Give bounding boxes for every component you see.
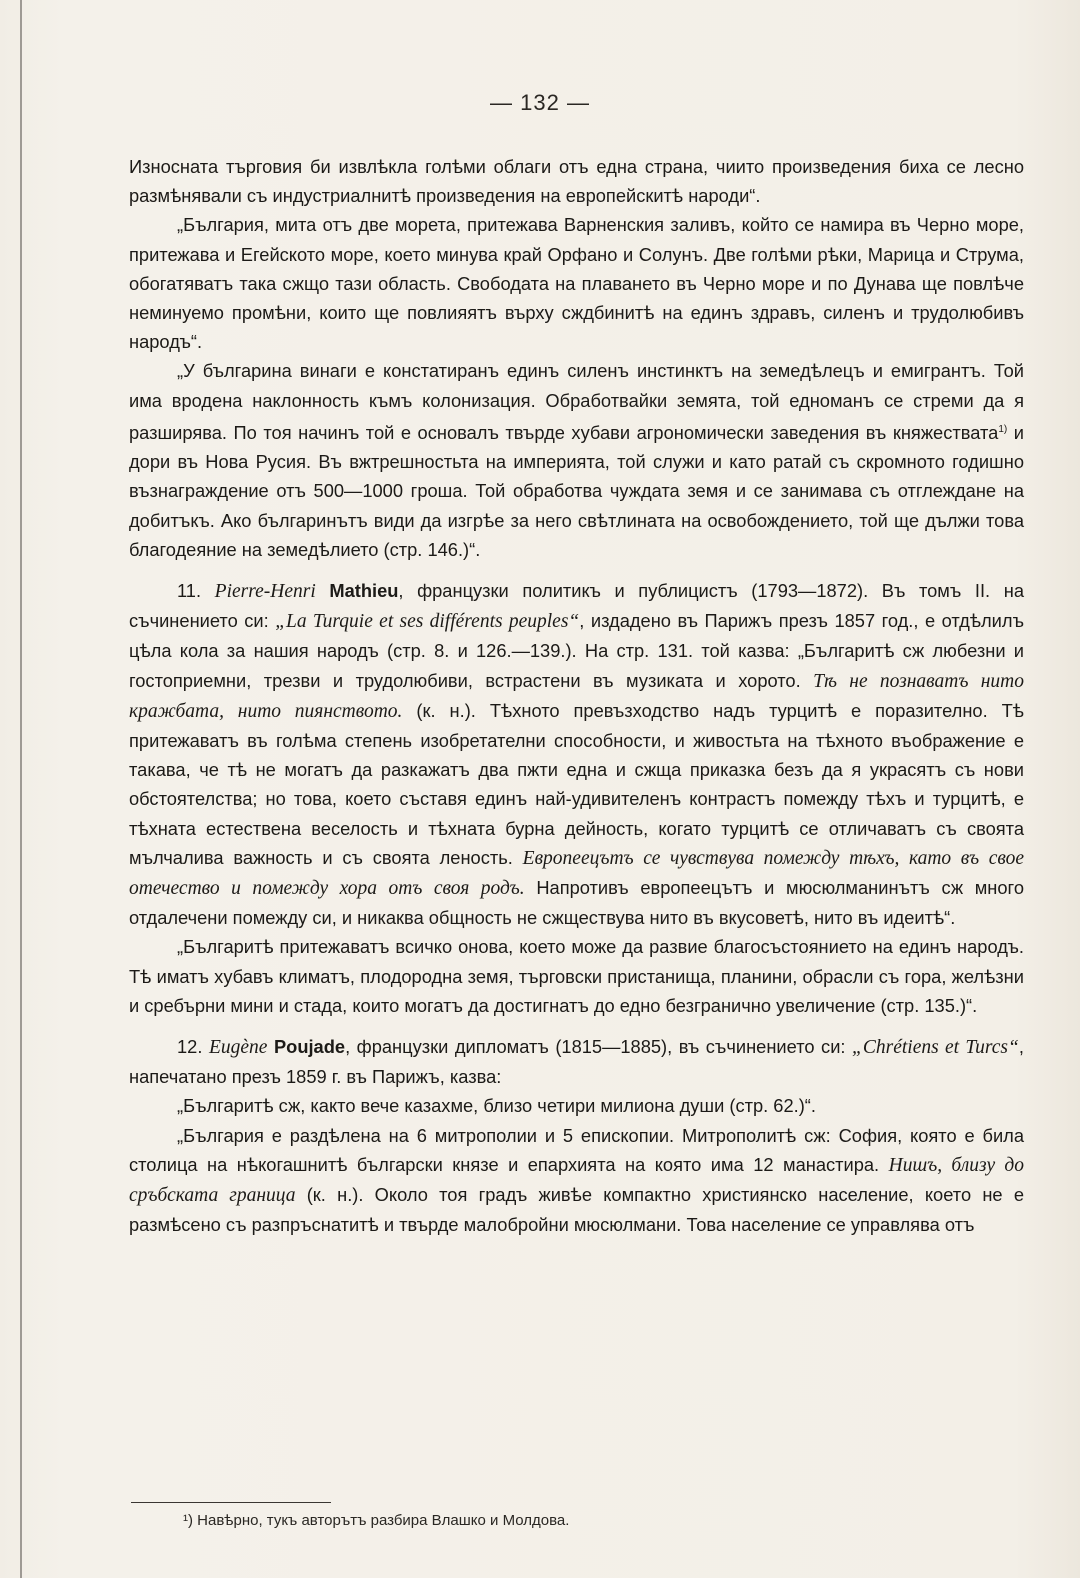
- footnote-marker: ¹): [183, 1512, 193, 1529]
- footnote: [183, 1512, 569, 1529]
- entry-text: (к. н.). Около тоя градъ живѣе компактно християнско население, което не е размѣсено съ разпръснатитѣ и твърде малобройни мюсюлмани. Това население се управлява отъ: [129, 1184, 1024, 1236]
- paragraph-bulgarian-farmer: [129, 356, 1024, 564]
- entry-text: , французки политикъ и публицистъ (1793—1872). Въ томъ II. на съчинението си:: [129, 579, 1024, 632]
- entry-12-dioceses: [129, 1121, 1024, 1240]
- paragraph-continuation: Износната търговия би извлѣкла голѣми облаги отъ една страна, чиито произведения биха се лесно размѣнявали съ индустриалнитѣ произведения на европейскитѣ народи“.: [129, 156, 1024, 207]
- paragraph-text: „У българина винаги е констатиранъ единъ силенъ инстинктъ на земедѣлецъ и емигрантъ. Той има вродена наклонность къмъ колонизация. Обработвайки земята, той едноманъ се стреми да я разширява. По тоя начинъ той е основалъ твърде хубави агрономически заведения въ княжествата: [129, 360, 1024, 443]
- entry-text: , издадено въ Парижъ презъ 1857 год., е отдѣлилъ цѣла кола за нашия народъ (стр. 8. и 126.—139.). На стр. 131. той казва: „Българитѣ сж любезни и гостоприемни, трезви и трудолюбиви, встрастени въ музиката и хорото.: [129, 610, 1024, 691]
- entry-text: (к. н.). Тѣхното превъзходство надъ турцитѣ е поразително. Тѣ притежаватъ въ голѣма степень изобретателни способности, и живостьта на тѣхното въображение е такава, че тѣ не могатъ да разкажатъ два пжти една и сжща приказка безъ да я украсятъ съ нови обстоятелства; но това, което съставя единъ най-удивителенъ контрастъ помежду тѣхъ и турцитѣ, е тѣхната естествена веселость и тѣхната бурна дейность, когато турцитѣ се отличаватъ съ своята мълчалива важность и съ своята леность.: [129, 699, 1024, 868]
- entry-12-poujade: [129, 1032, 1024, 1091]
- entry-text: , напечатано презъ 1859 г. въ Парижъ, казва:: [129, 1035, 1024, 1088]
- author-surname: Poujade: [273, 1035, 346, 1057]
- work-title: „Chrétiens et Turcs“: [852, 1036, 1019, 1058]
- paragraph-bulgaria-seas: „България, мита отъ две морета, притежава Варненския заливъ, който се намира въ Черно море, притежава и Егейското море, което минува край Орфано и Солунъ. Две голѣми рѣки, Марица и Струма, обогатяватъ така сжщо тази область. Свободата на плаването въ Черно море и по Дунава ще повлѣче неминуемо промѣни, които ще повлияятъ върху сждбинитѣ на единъ здравъ, силенъ и трудолюбивъ народъ“.: [129, 214, 1024, 353]
- emphasized-quote: Нишъ, близу до сръбската граница: [129, 1154, 1024, 1206]
- author-surname: Mathieu: [329, 579, 399, 601]
- paragraph-text: и дори въ Нова Русия. Въ вжтрешностьта на империята, той служи и като ратай съ скромното годишно възнаграждение отъ 500—1000 гроша. Той обработва чуждата земя и се занимава съ отглеждане на добитъкъ. Ако българинътъ види да изгрѣе за него свѣтлината на освобождението, той ще дължи това благодеяние на земедѣлието (стр. 146.)“.: [129, 421, 1024, 560]
- emphasized-quote: Европеецътъ се чувствува помежду тѣхъ, като въ свое отечество и помежду хора отъ своя родъ.: [129, 847, 1024, 899]
- entry-text: Напротивъ европеецътъ и мюсюлманинътъ сж много отдалечени помежду си, и никаква общность не сжществува нито въ вкусоветѣ, нито въ идеитѣ“.: [129, 876, 1024, 929]
- entry-number: 11.: [177, 579, 215, 601]
- entry-text: „България е раздѣлена на 6 митрополии и 5 епископии. Митрополитѣ сж: София, която е била столица на нѣкогашнитѣ български князе и епархията на която има 12 манастира.: [129, 1124, 1024, 1175]
- emphasized-quote: Тѣ не познаватъ нито кражбата, нито пиянството.: [129, 670, 1024, 722]
- entry-12-population: „Българитѣ сж, както вече казахме, близо четири милиона души (стр. 62.)“.: [177, 1095, 816, 1117]
- author-first-name: Pierre-Henri: [214, 580, 316, 602]
- footnote-divider: [131, 1502, 331, 1503]
- footnote-text: Навѣрно, тукъ авторътъ разбира Влашко и Молдова.: [193, 1512, 570, 1529]
- entry-text: , французки дипломатъ (1815—1885), въ съчинението си:: [345, 1035, 853, 1057]
- page-number: — 132 —: [490, 90, 590, 115]
- author-first-name: Eugène: [208, 1036, 268, 1058]
- entry-11-mathieu: [129, 576, 1024, 932]
- entry-number: 12.: [177, 1035, 209, 1057]
- page-binding-edge: [20, 0, 22, 1578]
- footnote-reference: 1): [998, 423, 1008, 435]
- body-text: [129, 152, 1024, 1239]
- entry-11-quote-wealth: „Българитѣ притежаватъ всичко онова, което може да развие благосъстоянието на единъ народъ. Тѣ иматъ хубавъ климатъ, плодородна земя, търговски пристанища, планини, обрасли съ гора, желѣзни и сребърни мини и стада, които могатъ да достигнатъ до едно безгранично увеличение (стр. 135.)“.: [129, 936, 1024, 1016]
- work-title: „La Turquie et ses différents peuples“: [275, 611, 580, 633]
